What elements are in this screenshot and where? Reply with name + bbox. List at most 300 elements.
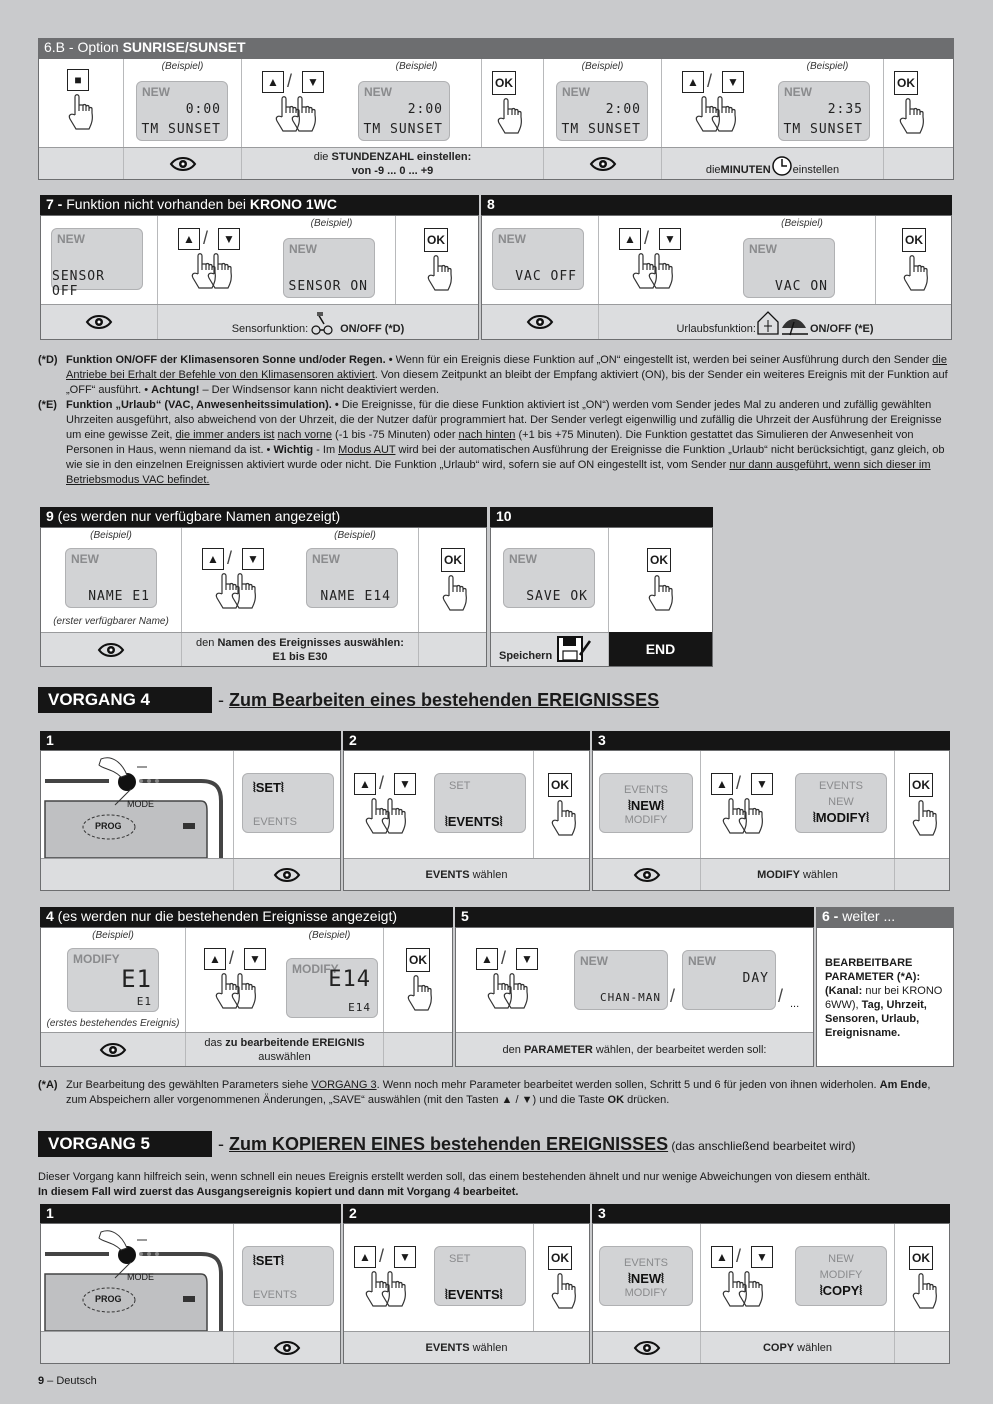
band-text: den [196, 636, 218, 649]
slash: / [379, 773, 385, 793]
band-range: von -9 ... 0 ... +9 [351, 164, 434, 177]
v5-step-2-panel [343, 1223, 590, 1364]
section-6b-prefix: 6.B - Option [44, 39, 123, 55]
hand-icon [645, 252, 675, 290]
note-text: - Im [313, 444, 339, 456]
note-label: (*A) [38, 1079, 58, 1091]
note-text: Zur Bearbeitung des gewählten Parameters siehe [66, 1079, 312, 1091]
eye-icon [97, 642, 125, 658]
section-8-panel [481, 215, 952, 340]
note-underline: nach vorne [277, 429, 332, 441]
lcd-display [599, 773, 693, 833]
note-text: (+1 bis +75 Minuten). Die Funktion gestattet das Simulieren der Anwesenheit von Personen in Haus, wenn niemand da ist. • [66, 429, 914, 456]
hand-icon [65, 93, 95, 131]
lcd-new: NEW [784, 85, 812, 99]
device-cell [41, 1224, 234, 1331]
up-button[interactable] [354, 773, 376, 795]
params-text: nur bei KRONO 6WW), [825, 985, 943, 1011]
down-button[interactable] [659, 228, 681, 250]
lcd-modify: MODIFY [292, 962, 339, 976]
hand-icon [645, 574, 675, 612]
hand-icon [500, 972, 530, 1010]
lcd-main: ⦚SET⦚ [253, 1253, 284, 1268]
lcd-sub: MODIFY [624, 814, 668, 826]
page-footer [38, 1375, 97, 1387]
up-glyph: ▲ [209, 952, 221, 966]
ok-button[interactable] [548, 1246, 572, 1270]
ok-button[interactable] [894, 71, 918, 95]
params-bold: Tag, Uhrzeit, Sensoren, Urlaub, Ereignisname. [825, 999, 927, 1039]
description-band [41, 858, 340, 890]
lcd-display [682, 950, 776, 1010]
band-text: Sensorfunktion: [231, 323, 309, 335]
band-cell [701, 859, 895, 890]
lcd-time: 2:00 [605, 102, 641, 117]
lcd-bottom: SENSOR OFF [52, 269, 105, 299]
ok-cell [534, 1224, 589, 1331]
lcd-sub: EVENTS [623, 784, 668, 796]
step-num: 2 [349, 732, 357, 748]
lcd-bottom: TM SUNSET [783, 122, 863, 137]
up-button[interactable] [262, 71, 284, 93]
up-button[interactable] [178, 228, 200, 250]
step-num: 6 - [822, 908, 839, 924]
lcd-display [306, 548, 398, 608]
up-glyph: ▲ [624, 232, 636, 246]
section-6b-title: SUNRISE/SUNSET [122, 39, 246, 55]
eye-icon [169, 156, 197, 172]
step-cell [186, 928, 384, 1032]
ok-button[interactable] [424, 228, 448, 252]
ok-label: OK [409, 953, 427, 967]
hand-icon [404, 974, 434, 1012]
band-cell [544, 148, 662, 179]
hand-icon [494, 97, 524, 135]
ok-cell [895, 1224, 949, 1331]
lcd-sub: EVENTS [253, 816, 298, 828]
lcd-new: NEW [289, 242, 317, 256]
ok-button[interactable] [909, 773, 933, 797]
band-text: Urlaubsfunktion: [676, 323, 756, 335]
section-10-panel [490, 527, 713, 667]
step-cell [39, 59, 124, 147]
lcd-bottom: SENSOR ON [288, 279, 368, 294]
lcd-cell [41, 928, 186, 1032]
lcd-event: E14 [328, 967, 371, 992]
step-cell [456, 928, 813, 1032]
hand-icon [424, 254, 454, 292]
lcd-main-text: NEW [630, 798, 662, 813]
up-glyph: ▲ [716, 777, 728, 791]
step-cell [158, 216, 396, 304]
band-bold: zu bearbeitende EREIGNIS [225, 1036, 365, 1049]
ok-button[interactable] [909, 1246, 933, 1270]
lcd-new: NEW [71, 552, 99, 566]
lcd-main: ⦚EVENTS⦚ [445, 814, 503, 829]
band-cell [344, 859, 589, 890]
vorgang-4-label: VORGANG 4 [38, 687, 212, 713]
down-glyph: ▼ [247, 552, 259, 566]
step-num: 4 [46, 908, 54, 924]
up-glyph: ▲ [481, 952, 493, 966]
step-4-panel [40, 927, 453, 1067]
lcd-new: NEW [509, 552, 537, 566]
band-cell [41, 305, 158, 339]
description-band [41, 1032, 452, 1066]
lcd-main-text: EVENTS [447, 1287, 500, 1302]
lcd-new: NEW [749, 242, 777, 256]
lcd-cell [593, 1224, 701, 1331]
band-bold: Namen des Ereignisses auswählen: [217, 636, 404, 649]
up-button[interactable] [619, 228, 641, 250]
lcd-sub: EVENTS [818, 780, 863, 792]
band-text: das [204, 1036, 226, 1049]
description-band [482, 304, 951, 339]
slash: / [227, 548, 233, 568]
band-cell [593, 1332, 701, 1363]
hand-icon [439, 574, 469, 612]
v5-step-1-header [40, 1204, 341, 1223]
ok-button[interactable] [902, 228, 926, 252]
step-3-header [592, 731, 950, 750]
slash: / [501, 948, 507, 968]
slash: / [736, 773, 742, 793]
up-button[interactable] [711, 1246, 733, 1268]
step-cell [242, 59, 482, 147]
down-button[interactable] [242, 548, 264, 570]
up-glyph: ▲ [207, 552, 219, 566]
note-text: wird bei der automatischen Ausführung der Ereignisse die Funktion „Urlaub“ nicht berücksichtigt, ganz gleich, ob wie sie in den einzelnen Ereignissen aktiviert wurde oder nicht. Die Funktion „Urlaub“ wird, sofern sie auf ON eingestellt ist, vom Sender [66, 444, 945, 471]
hand-icon [204, 252, 234, 290]
section-9-panel [40, 527, 487, 667]
ok-cell [419, 528, 486, 632]
down-button[interactable] [516, 948, 538, 970]
v5-step-2-header [343, 1204, 590, 1223]
lcd-display [283, 238, 375, 298]
ok-label: OK [897, 76, 915, 90]
down-button[interactable] [394, 773, 416, 795]
vacation-icon [756, 308, 810, 336]
lcd-main: ⦚MODIFY⦚ [813, 810, 869, 825]
note-text: – Der Windsensor kann nicht deaktiviert werden. [199, 384, 440, 396]
hand-icon [378, 797, 408, 835]
note-text: (-1 bis -75 Minuten) oder [331, 429, 459, 441]
up-button[interactable] [476, 948, 498, 970]
hand-icon [896, 97, 926, 135]
lcd-main: ⦚EVENTS⦚ [445, 1287, 503, 1302]
section-10-num: 10 [496, 508, 512, 524]
ok-button[interactable] [548, 773, 572, 797]
step-2-header [343, 731, 590, 750]
step-cell [599, 216, 876, 304]
band-cell [182, 633, 419, 666]
band-bold: ON/OFF (*D) [340, 323, 405, 335]
title-dash: - [218, 690, 229, 710]
ok-label: OK [912, 1251, 930, 1265]
mode-label: MODE [127, 1272, 154, 1282]
up-button[interactable] [204, 948, 226, 970]
band-bold: COPY [762, 1341, 795, 1354]
lcd-new: NEW [562, 85, 590, 99]
up-button[interactable] [354, 1246, 376, 1268]
ok-button[interactable] [406, 948, 430, 972]
slash: / [707, 71, 713, 91]
step-num: 3 [598, 732, 606, 748]
lcd-sub: EVENTS [253, 1289, 298, 1301]
params-bold: BEARBEITBARE PARAMETER (*A): [825, 957, 921, 983]
step-cell [182, 528, 419, 632]
down-button[interactable] [751, 773, 773, 795]
lcd-event-small: E14 [348, 1001, 371, 1014]
down-glyph: ▼ [727, 75, 739, 89]
down-button[interactable] [722, 71, 744, 93]
band-cell [599, 305, 951, 339]
ok-label: OK [650, 553, 668, 567]
lcd-set: SET [255, 780, 282, 795]
note-label: (*D) [38, 354, 58, 366]
description-band [456, 1032, 813, 1066]
lcd-cell [491, 528, 609, 632]
description-band [593, 858, 949, 890]
lcd-bottom: NAME E14 [320, 589, 391, 604]
example-label: (Beispiel) [161, 61, 204, 72]
note-text: Wenn für ein Ereignis diese Funktion auf „ON“ eingestellt ist, werden bei seiner Ausführung durch den Sender [392, 354, 933, 366]
band-cell [41, 1332, 234, 1363]
vorgang-5-intro [38, 1170, 954, 1200]
note-underline: die immer anders ist [175, 429, 275, 441]
lcd-display [503, 548, 595, 608]
section-7-num: 7 - [46, 196, 67, 212]
lcd-display [574, 950, 668, 1010]
note-bold: Am Ende [879, 1079, 928, 1091]
band-cell [39, 148, 124, 179]
clock-icon [771, 155, 793, 177]
step-cell [701, 1224, 895, 1331]
lcd-display [358, 81, 450, 141]
band-text: den [502, 1043, 524, 1056]
lcd-display [67, 948, 159, 1012]
note-text: drücken. [624, 1094, 670, 1106]
lcd-display [795, 1246, 887, 1306]
note-body [66, 1078, 954, 1108]
note-d [38, 353, 954, 398]
eye-icon [273, 1340, 301, 1356]
slash: / [644, 228, 650, 248]
description-band [344, 858, 589, 890]
step-cell [344, 1224, 534, 1331]
band-line [204, 1036, 364, 1050]
lcd-main-text: EVENTS [447, 814, 500, 829]
step-6-panel [816, 927, 954, 1067]
hand-icon [228, 972, 258, 1010]
description-band [39, 147, 953, 179]
lcd-display [51, 228, 143, 299]
band-bold: ON/OFF (*E) [809, 323, 874, 335]
section-6b-panel [38, 58, 954, 180]
device-cell [41, 751, 234, 858]
example-label: (Beispiel) [308, 930, 351, 941]
band-text: die [705, 164, 721, 176]
down-glyph: ▼ [249, 952, 261, 966]
down-glyph: ▼ [399, 777, 411, 791]
step-num: 3 [598, 1205, 606, 1221]
down-glyph: ▼ [399, 1250, 411, 1264]
lcd-main: ⦚SET⦚ [253, 780, 284, 795]
ok-label: OK [905, 233, 923, 247]
eye-icon [273, 867, 301, 883]
description-band [41, 304, 478, 339]
description-band [344, 1331, 589, 1363]
up-button[interactable] [202, 548, 224, 570]
example-label: (Beispiel) [92, 930, 134, 941]
example-label: (Beispiel) [310, 218, 353, 229]
lcd-time: 0:00 [185, 102, 221, 117]
example-label: (Beispiel) [90, 530, 132, 541]
note-bold: Funktion „Urlaub“ (VAC, Anwesenheitssimulation). • [66, 399, 339, 411]
down-button[interactable] [244, 948, 266, 970]
ok-label: OK [912, 778, 930, 792]
band-cell [234, 1332, 340, 1363]
end-label: END [609, 632, 712, 666]
v5-step-3-header [592, 1204, 950, 1223]
sensor-icon [308, 310, 340, 336]
section-9-num: 9 [46, 508, 54, 524]
lcd-main: ⦚NEW⦚ [628, 1271, 664, 1286]
section-9-header [40, 507, 487, 527]
lcd-sub: EVENTS [623, 1257, 668, 1269]
note-underline: Modus AUT [338, 444, 396, 456]
down-button[interactable] [394, 1246, 416, 1268]
down-button[interactable] [218, 228, 240, 250]
up-glyph: ▲ [359, 1250, 371, 1264]
lcd-display [65, 548, 157, 608]
down-button[interactable] [302, 71, 324, 93]
lcd-display [743, 238, 835, 298]
lcd-bottom: TM SUNSET [561, 122, 641, 137]
band-bold: PARAMETER [523, 1043, 593, 1056]
title-text: Zum KOPIEREN EINES bestehenden EREIGNISSES [229, 1134, 669, 1154]
down-glyph: ▼ [521, 952, 533, 966]
step-3-panel [592, 750, 950, 891]
band-text: wählen [794, 1341, 833, 1354]
band-text: wählen [799, 868, 838, 881]
section-10-header [490, 507, 713, 527]
example-label: (Beispiel) [806, 61, 849, 72]
band-bold: EVENTS [425, 868, 470, 881]
lcd-display [136, 81, 228, 141]
lcd-main-text: COPY [822, 1283, 860, 1298]
slash: / [203, 228, 209, 248]
lcd-time: 2:35 [827, 102, 863, 117]
hand-icon [228, 572, 258, 610]
note-text: Die Ereignisse, für die diese Funktion aktiviert ist „ON“) werden vom Sender jedes Mal zu anderen und zufällig gewählten Uhrzeiten ausgeführt, also abweichend von der Uhrzeit, die der Nutzer dafür programmiert hat. Der Sender verlegt eigenwillig und zufällig die Uhrzeit der Ausführung der Ereignisse um eine gewisse Zeit, [66, 399, 942, 441]
up-button[interactable] [682, 71, 704, 93]
slash: / [736, 1246, 742, 1266]
note-body [66, 398, 954, 488]
band-text: einstellen [792, 164, 840, 176]
step-2-panel [343, 750, 590, 891]
lcd-display [795, 773, 887, 833]
up-button[interactable] [711, 773, 733, 795]
section-7-panel [40, 215, 479, 340]
band-cell [701, 1332, 895, 1363]
note-text: . Von diesem Zeitpunkt an bleibt der Empfang aktiviert (ON), bis der Sender ein weiteres Ereignis mit der Funktion auf „OFF“ ausführt. • [66, 369, 948, 396]
lcd-bottom: NAME E1 [88, 589, 150, 604]
stop-button[interactable] [67, 69, 89, 91]
step-text: weiter ... [838, 908, 896, 924]
note-a [38, 1078, 954, 1108]
lcd-sub: SET [449, 780, 471, 792]
band-cell [895, 859, 949, 890]
band-bold: MODIFY [757, 868, 800, 881]
hand-icon [288, 95, 318, 133]
down-glyph: ▼ [664, 232, 676, 246]
lcd-display [242, 1246, 334, 1306]
mode-label: MODE [127, 799, 154, 809]
lcd-set: SET [255, 1253, 282, 1268]
step-1-panel [40, 750, 341, 891]
ok-button[interactable] [441, 548, 465, 572]
step-5-header [455, 907, 814, 927]
lcd-modify: MODIFY [73, 952, 120, 966]
note-underline: die Antriebe bei Erhalt der Befehle von den Klimasensoren aktiviert [66, 354, 947, 381]
lcd-bottom: DAY [742, 971, 769, 986]
lcd-event-small: E1 [136, 995, 152, 1008]
lcd-new: NEW [142, 85, 170, 99]
sub-note: (erster verfügbarer Name) [53, 616, 169, 627]
params-kanal: (Kanal: [825, 985, 863, 997]
lcd-bottom: SAVE OK [526, 589, 588, 604]
step-5-panel [455, 927, 814, 1067]
step-text: (es werden nur die bestehenden Ereignisse angezeigt) [53, 908, 398, 924]
section-7-text: Funktion nicht vorhanden bei [66, 196, 250, 212]
down-glyph: ▼ [223, 232, 235, 246]
note-text: , zum Abspeichern aller vorgenommenen Änderungen, „SAVE“ auswählen (mit den Tasten ▲ / ▼) und die Taste [66, 1079, 931, 1106]
section-7-header [40, 195, 479, 215]
example-label: (Beispiel) [581, 61, 624, 72]
band-line [196, 636, 404, 650]
hand-icon [735, 797, 765, 835]
lcd-sub: NEW [828, 1253, 854, 1265]
lcd-time: 2:00 [407, 102, 443, 117]
step-cell [701, 751, 895, 858]
band-cell [344, 1332, 589, 1363]
lcd-bottom: CHAN-MAN [600, 991, 661, 1004]
ok-button[interactable] [492, 71, 516, 95]
band-cell [895, 1332, 949, 1363]
note-underline: VORGANG 3 [311, 1079, 377, 1091]
slash: / [287, 71, 293, 91]
down-button[interactable] [751, 1246, 773, 1268]
lcd-cell [482, 216, 599, 304]
hand-icon [378, 1270, 408, 1308]
lcd-cell [234, 1224, 340, 1331]
ok-button[interactable] [647, 548, 671, 572]
example-label: (Beispiel) [334, 530, 376, 541]
band-text: wählen [469, 868, 508, 881]
ok-cell [482, 59, 544, 147]
title-small: (das anschließend bearbeitet wird) [668, 1139, 856, 1153]
band-cell [158, 305, 478, 339]
ok-label: OK [444, 553, 462, 567]
intro-text: Dieser Vorgang kann hilfreich sein, wenn schnell ein neues Ereignis erstellt werden soll, das einem bestehenden ähnelt und nur wenige Abweichungen von diesem enthält. [38, 1171, 871, 1183]
lcd-cell [544, 59, 662, 147]
band-cell [662, 148, 884, 179]
band-bold: Speichern [499, 650, 553, 662]
slash: / [670, 986, 676, 1006]
ok-cell [876, 216, 951, 304]
lcd-cell [41, 216, 158, 304]
